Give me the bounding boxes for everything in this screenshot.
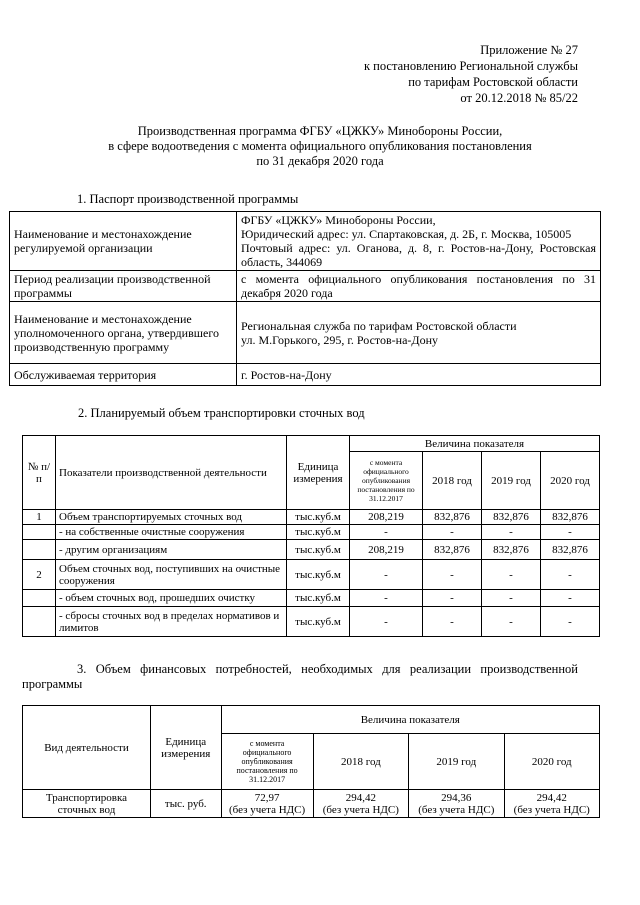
row-value: 832,876: [482, 540, 541, 560]
passport-value: [237, 302, 601, 364]
row-name: Объем транспортируемых сточных вод: [56, 510, 287, 525]
row-value: [313, 790, 408, 818]
row-value: -: [423, 607, 482, 637]
row-unit: тыс.куб.м: [287, 510, 350, 525]
value-number: 294,42: [536, 791, 567, 804]
row-num: [23, 607, 56, 637]
table-row: [23, 607, 600, 637]
row-value: 208,219: [350, 540, 423, 560]
table-row: [23, 525, 600, 540]
row-name: Объем сточных вод, поступивших на очистные сооружения: [56, 560, 287, 590]
table-row: [23, 510, 600, 525]
col-header-indicator: Показатели производственной деятельности: [56, 436, 287, 510]
passport-label: Обслуживаемая территория: [10, 364, 237, 386]
col-header-official: с момента официального опубликования постановления по 31.12.2017: [350, 452, 423, 510]
row-unit: тыс. руб.: [150, 790, 221, 818]
passport-value: г. Ростов-на-Дону: [237, 364, 601, 386]
value-note: (без учета НДС): [322, 803, 399, 816]
row-value: -: [350, 590, 423, 607]
row-value: -: [541, 560, 600, 590]
row-num: [23, 525, 56, 540]
col-header-2019: 2019 год: [409, 734, 504, 790]
value-number: 294,42: [345, 791, 376, 804]
appendix-block: [364, 42, 578, 106]
row-unit: тыс.куб.м: [287, 590, 350, 607]
col-header-value-group: Величина показателя: [221, 706, 599, 734]
col-header-unit: Единица измерения: [287, 436, 350, 510]
row-value: -: [423, 525, 482, 540]
row-num: 2: [23, 560, 56, 590]
table-header-row: [23, 706, 600, 734]
row-name: - другим организациям: [56, 540, 287, 560]
row-value: -: [482, 560, 541, 590]
table-row: [10, 271, 601, 302]
row-value: 832,876: [423, 510, 482, 525]
row-value: -: [541, 525, 600, 540]
value-line: ул. М.Горького, 295, г. Ростов-на-Дону: [241, 332, 438, 347]
col-header-2020: 2020 год: [541, 452, 600, 510]
table-row: [23, 590, 600, 607]
table-row: [10, 212, 601, 271]
col-header-2018: 2018 год: [313, 734, 408, 790]
row-value: -: [350, 560, 423, 590]
row-unit: тыс.куб.м: [287, 607, 350, 637]
title-line: в сфере водоотведения с момента официального опубликования постановления: [108, 139, 532, 153]
section1-heading: 1. Паспорт производственной программы: [77, 192, 299, 206]
row-num: 1: [23, 510, 56, 525]
appendix-line: Приложение № 27: [480, 43, 578, 57]
value-number: 72,97: [254, 791, 280, 804]
row-value: [504, 790, 599, 818]
passport-value: [237, 212, 601, 271]
table-row: [23, 540, 600, 560]
table-row: [10, 302, 601, 364]
row-value: -: [482, 590, 541, 607]
table-row: [23, 560, 600, 590]
row-value: -: [350, 607, 423, 637]
row-value: -: [423, 590, 482, 607]
row-name: - объем сточных вод, прошедших очистку: [56, 590, 287, 607]
col-header-2018: 2018 год: [423, 452, 482, 510]
row-value: [221, 790, 313, 818]
row-activity: Транспортировка сточных вод: [23, 790, 151, 818]
col-header-value-group: Величина показателя: [350, 436, 600, 452]
row-value: 832,876: [541, 510, 600, 525]
row-num: [23, 590, 56, 607]
row-value: -: [541, 590, 600, 607]
row-name: - сбросы сточных вод в пределах нормативов и лимитов: [56, 607, 287, 637]
value-line: Региональная служба по тарифам Ростовской области: [241, 318, 517, 333]
value-note: (без учета НДС): [418, 803, 495, 816]
passport-label: Период реализации производственной программы: [10, 271, 237, 302]
title-line: Производственная программа ФГБУ «ЦЖКУ» Минобороны России,: [137, 124, 503, 138]
col-header-num: № п/п: [23, 436, 56, 510]
row-value: -: [423, 560, 482, 590]
row-value: [409, 790, 504, 818]
col-header-official: с момента официального опубликования постановления по 31.12.2017: [221, 734, 313, 790]
col-header-2019: 2019 год: [482, 452, 541, 510]
passport-value: с момента официального опубликования постановления по 31 декабря 2020 года: [237, 271, 601, 302]
row-unit: тыс.куб.м: [287, 560, 350, 590]
section3-heading: 3. Объем финансовых потребностей, необходимых для реализации производственной программы: [22, 662, 578, 691]
row-value: -: [541, 607, 600, 637]
appendix-line: от 20.12.2018 № 85/22: [460, 91, 578, 105]
row-unit: тыс.куб.м: [287, 525, 350, 540]
row-num: [23, 540, 56, 560]
section2-heading: 2. Планируемый объем транспортировки сточных вод: [78, 406, 365, 420]
value-note: (без учета НДС): [229, 803, 306, 816]
col-header-2020: 2020 год: [504, 734, 599, 790]
row-value: -: [482, 607, 541, 637]
value-number: 294,36: [441, 791, 472, 804]
row-value: -: [350, 525, 423, 540]
value-note: (без учета НДС): [513, 803, 590, 816]
row-value: 208,219: [350, 510, 423, 525]
table-row: [23, 790, 600, 818]
row-value: 832,876: [423, 540, 482, 560]
passport-label: Наименование и местонахождение регулируемой организации: [10, 212, 237, 271]
passport-table: [9, 211, 601, 386]
row-unit: тыс.куб.м: [287, 540, 350, 560]
table-header-row: [23, 436, 600, 452]
value-line: Юридический адрес: ул. Спартаковская, д. 2Б, г. Москва, 105005: [241, 227, 572, 241]
row-value: 832,876: [541, 540, 600, 560]
title-line: по 31 декабря 2020 года: [256, 154, 384, 168]
col-header-unit: Единица измерения: [150, 706, 221, 790]
value-line: ФГБУ «ЦЖКУ» Минобороны России,: [241, 213, 436, 227]
appendix-line: по тарифам Ростовской области: [408, 75, 578, 89]
passport-label: Наименование и местонахождение уполномоченного органа, утвердившего производственную программу: [10, 302, 237, 364]
value-line: Почтовый адрес: ул. Оганова, д. 8, г. Ростов-на-Дону, Ростовская область, 344069: [241, 241, 596, 269]
volume-table: [22, 435, 600, 637]
document-title: [40, 124, 600, 169]
appendix-line: к постановлению Региональной службы: [363, 59, 578, 73]
finance-table: [22, 705, 600, 818]
col-header-activity: Вид деятельности: [23, 706, 151, 790]
row-value: 832,876: [482, 510, 541, 525]
table-row: [10, 364, 601, 386]
row-name: - на собственные очистные сооружения: [56, 525, 287, 540]
row-value: -: [482, 525, 541, 540]
